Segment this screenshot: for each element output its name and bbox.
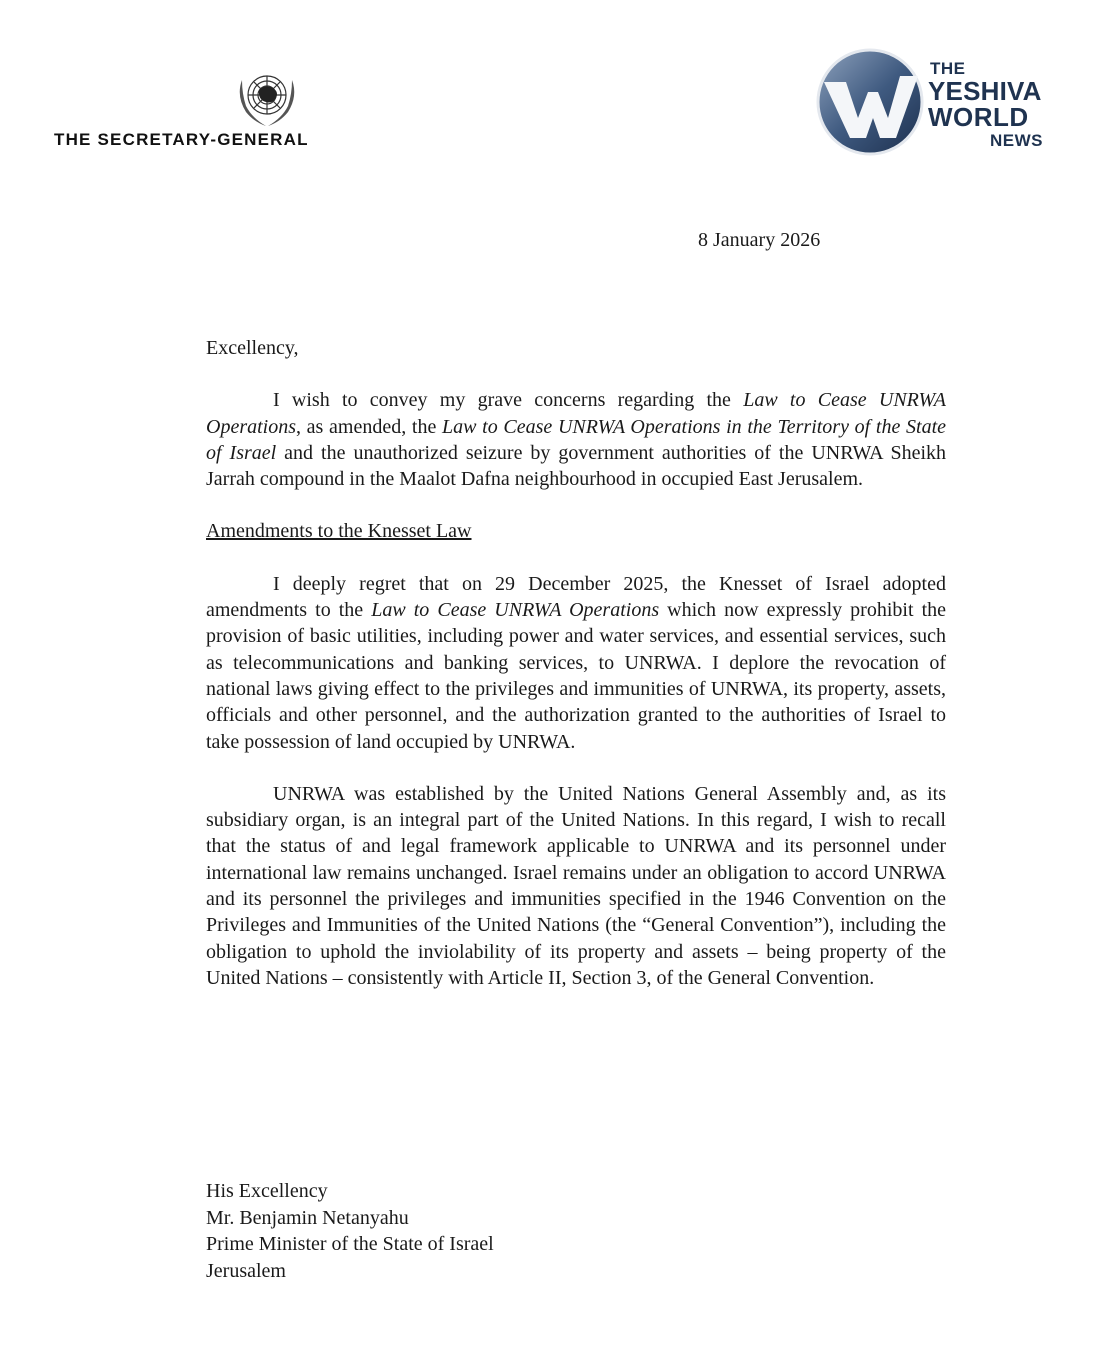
salutation: Excellency, [206,337,299,359]
ywn-w-logo-icon [816,48,924,156]
addressee-honorific: His Excellency [206,1180,328,1202]
sender-title: THE SECRETARY-GENERAL [54,130,309,149]
watermark-logo: THE YESHIVA WORLD NEWS [816,48,1066,160]
un-emblem-icon [232,68,302,130]
letter-date: 8 January 2026 [698,229,821,251]
section-heading: Amendments to the Knesset Law [206,520,472,543]
letter-body [206,335,946,1017]
addressee-title: Prime Minister of the State of Israel [206,1233,494,1255]
paragraph-2: I deeply regret that on 29 December 2025, the Knesset of Israel adopted amendments to the Law to Cease UNRWA Operations which now expressly prohibit the provision of basic utilities, including power and water services, and essential services, such as telecommunications and banking services, to UNRWA. I deplore the revocation of national laws giving effect to the privileges and immunities of UNRWA, its property, assets, officials and other personnel, and the authorization granted to the authorities of Israel to take possession of land occupied by UNRWA. [206,572,946,753]
addressee-block [206,1178,494,1284]
paragraph-3: UNRWA was established by the United Nations General Assembly and, as its subsidiary organ, is an integral part of the United Nations. In this regard, I wish to recall that the status of and legal framework applicable to UNRWA and its personnel under international law remains unchanged. Israel remains under an obligation to accord UNRWA and its personnel the privileges and immunities specified in the 1946 Convention on the Privileges and Immunities of the United Nations (the “General Convention”), including the obligation to uphold the inviolability of its property and assets – being property of the United Nations – consistently with Article II, Section 3, of the General Convention. [206,782,946,989]
addressee-city: Jerusalem [206,1259,286,1282]
paragraph-1: I wish to convey my grave concerns regarding the Law to Cease UNRWA Operations, as amended, the Law to Cease UNRWA Operations in the Territory of the State of Israel and the unauthorized seizure by government authorities of the UNRWA Sheikh Jarrah compound in the Maalot Dafna neighbourhood in occupied East Jerusalem. [206,389,947,491]
addressee-name: Mr. Benjamin Netanyahu [206,1206,409,1229]
